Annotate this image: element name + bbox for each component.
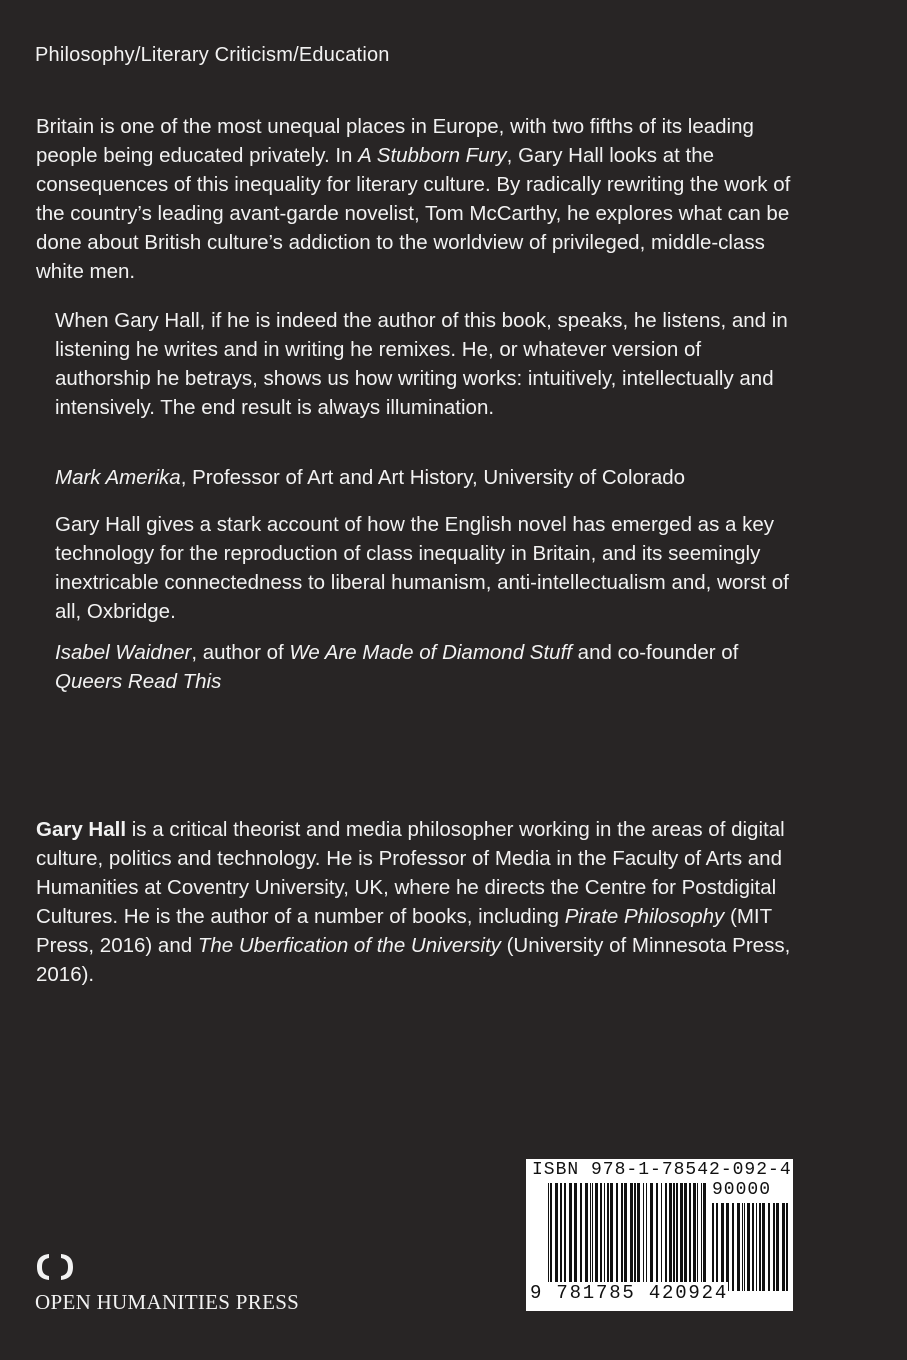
bio-text: (University of Minnesota Press, 2016). bbox=[36, 934, 791, 986]
barcode-bar bbox=[732, 1203, 734, 1291]
barcode-bar bbox=[703, 1183, 706, 1291]
endorsement-attribution-1 bbox=[55, 463, 800, 492]
author-bio bbox=[36, 815, 816, 989]
category-label: Philosophy/Literary Criticism/Education bbox=[35, 44, 390, 66]
barcode-bar bbox=[610, 1183, 613, 1291]
barcode-bar bbox=[693, 1183, 696, 1291]
barcode-bar bbox=[604, 1183, 605, 1291]
barcode-bar bbox=[697, 1183, 698, 1291]
barcode-bar bbox=[650, 1183, 653, 1291]
barcode-bar bbox=[756, 1203, 757, 1291]
barcode-bar bbox=[646, 1183, 647, 1291]
blurb-text-1: Britain is one of the most unequal places in Europe, with two fifths of its leading people being educated privately. In bbox=[36, 115, 754, 167]
barcode-bar bbox=[555, 1183, 558, 1291]
barcode-bar bbox=[607, 1183, 609, 1291]
attribution-book: We Are Made of Diamond Stuff bbox=[289, 641, 572, 664]
isbn-barcode bbox=[526, 1159, 793, 1311]
barcode-bar bbox=[585, 1183, 588, 1291]
barcode-bar bbox=[773, 1203, 775, 1291]
barcode-bar bbox=[665, 1183, 667, 1291]
blurb-book-title: A Stubborn Fury bbox=[358, 144, 507, 167]
barcode-bar bbox=[680, 1183, 683, 1291]
barcode-bar bbox=[768, 1203, 770, 1291]
barcode-bar bbox=[621, 1183, 623, 1291]
barcode-bar bbox=[661, 1183, 662, 1291]
price-code: 90000 bbox=[712, 1180, 772, 1200]
barcode-bar bbox=[782, 1203, 785, 1291]
barcode-bar bbox=[643, 1183, 644, 1291]
bio-text: (MIT Press, 2016) and bbox=[36, 905, 772, 957]
barcode-bar bbox=[742, 1203, 743, 1291]
publisher-logo-icon bbox=[36, 1252, 74, 1282]
barcode-bar bbox=[776, 1203, 779, 1291]
barcode-bar bbox=[595, 1183, 598, 1291]
barcode-bar bbox=[752, 1203, 754, 1291]
attribution-desc: and co-founder of bbox=[571, 641, 739, 664]
quote-text: When Gary Hall, if he is indeed the author of this book, speaks, he listens, and in listening he writes and in writing he remixes. He, or whatever version of authorship he betrays, shows us how writing works: intuitively, intellectually and intensively. The end result is always illumination. bbox=[55, 309, 788, 419]
book-blurb bbox=[36, 112, 816, 286]
attribution-name: Mark Amerika bbox=[55, 466, 181, 489]
barcode-bar bbox=[590, 1183, 591, 1291]
barcode-bar bbox=[600, 1183, 602, 1291]
barcode-bar bbox=[673, 1183, 675, 1291]
barcode-bar bbox=[548, 1183, 549, 1291]
barcode-bar bbox=[669, 1183, 672, 1291]
barcode-bar bbox=[637, 1183, 640, 1291]
barcode-bar bbox=[569, 1183, 572, 1291]
barcode-bar bbox=[592, 1183, 593, 1291]
barcode-bar bbox=[786, 1203, 788, 1291]
barcode-bar bbox=[701, 1183, 702, 1291]
barcode-bar bbox=[580, 1183, 582, 1291]
barcode-bar bbox=[744, 1203, 745, 1291]
barcode-bar bbox=[574, 1183, 577, 1291]
barcode-bar bbox=[726, 1203, 729, 1291]
barcode-bar bbox=[634, 1183, 636, 1291]
endorsement-quote-2 bbox=[55, 510, 800, 626]
quote-text: Gary Hall gives a stark account of how the English novel has emerged as a key technology for the reproduction of class inequality in Britain, and its seemingly inextricable connectedness to liberal humanism, anti-intellectualism and, worst of all, Oxbridge. bbox=[55, 513, 789, 623]
barcode-bar bbox=[564, 1183, 566, 1291]
bio-text: is a critical theorist and media philosopher working in the areas of digital culture, politics and technology. He is Professor of Media in the Faculty of Arts and Humanities at Coventry University, UK, where he directs the Centre for Postdigital Cultures. He is the author of a number of books, including bbox=[36, 818, 785, 928]
attribution-desc: , Professor of Art and Art History, University of Colorado bbox=[180, 466, 686, 489]
barcode-bar bbox=[560, 1183, 562, 1291]
endorsement-attribution-2 bbox=[55, 638, 800, 696]
barcode-bar bbox=[630, 1183, 633, 1291]
barcode-bar bbox=[712, 1203, 714, 1291]
barcode-bar bbox=[716, 1203, 718, 1291]
isbn-label: ISBN 978-1-78542-092-4 bbox=[532, 1160, 792, 1180]
attribution-name: Isabel Waidner bbox=[55, 641, 192, 664]
barcode-bar bbox=[747, 1203, 750, 1291]
attribution-desc: , author of bbox=[191, 641, 290, 664]
bio-book-2: The Uberfication of the University bbox=[197, 934, 501, 957]
blurb-text-2: , Gary Hall looks at the consequences of this inequality for literary culture. By radically rewriting the work of the country’s leading avant-garde novelist, Tom McCarthy, he explores what can be done about British culture’s addiction to the worldview of privileged, middle-class white men. bbox=[36, 144, 791, 283]
endorsement-quote-1 bbox=[55, 306, 800, 422]
barcode-bar bbox=[624, 1183, 627, 1291]
barcode-bar bbox=[762, 1203, 765, 1291]
barcode-bar bbox=[737, 1203, 740, 1291]
barcode-bar bbox=[759, 1203, 761, 1291]
attribution-org: Queers Read This bbox=[55, 670, 222, 693]
barcode-bar bbox=[721, 1203, 724, 1291]
barcode-bar bbox=[616, 1183, 618, 1291]
barcode-bar bbox=[656, 1183, 658, 1291]
barcode-bar bbox=[684, 1183, 687, 1291]
barcode-bar bbox=[689, 1183, 691, 1291]
barcode-digits: 9 781785 420924 bbox=[530, 1282, 729, 1304]
bio-book-1: Pirate Philosophy bbox=[564, 905, 725, 928]
barcode-bar bbox=[676, 1183, 678, 1291]
publisher-name: OPEN HUMANITIES PRESS bbox=[35, 1290, 300, 1314]
bio-author-name: Gary Hall bbox=[36, 818, 127, 841]
barcode-bar bbox=[550, 1183, 552, 1291]
